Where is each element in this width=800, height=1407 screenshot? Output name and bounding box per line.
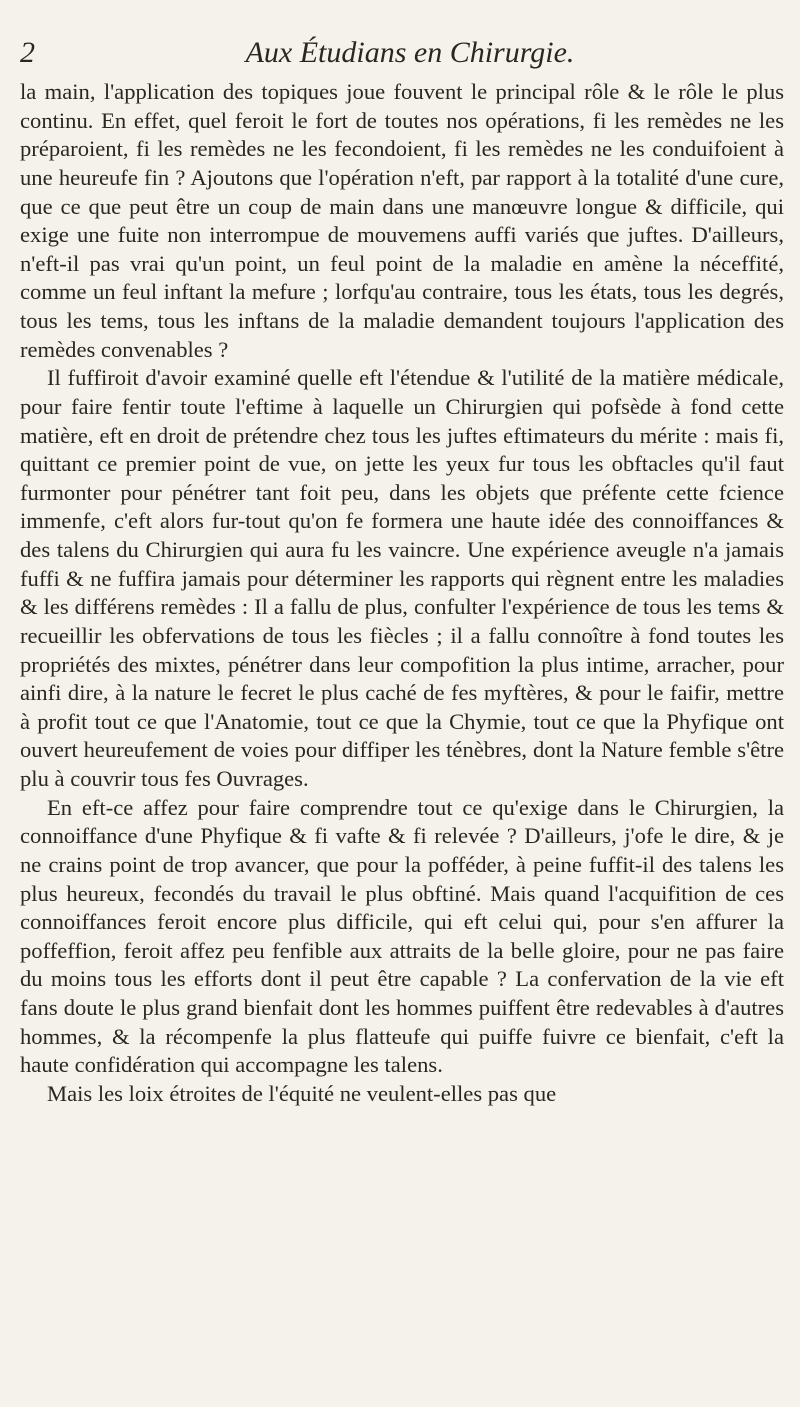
paragraph: Il fuffiroit d'avoir examiné quelle eft l'étendue & l'utilité de la matière médicale, pour faire fentir toute l'eftime à laquelle un Chirurgien qui pofsède à fond cette matière, eft en droit de prétendre chez tous les juftes eftimateurs du mérite : mais fi, quittant ce premier point de vue, on jette les yeux fur tous les obftacles qu'il faut furmonter pour pénétrer tant foit peu, dans les objets que préfente cette fcience immenfe, c'eft alors fur-tout qu'on fe formera une haute idée des connoiffances & des talens du Chirurgien qui aura fu les vaincre. Une expérience aveugle n'a jamais fuffi & ne fuffira jamais pour déterminer les rapports qui règnent entre les maladies & les différens remèdes : Il a fallu de plus, confulter l'expérience de tous les tems & recueillir les obfervations de tous les fiècles ; il a fallu connoître à fond toutes les propriétés des mixtes, pénétrer dans leur compofition la plus intime, arracher, pour ainfi dire, à la nature le fecret le plus caché de fes myftères, & pour le faifir, mettre à profit tout ce que l'Anatomie, tout ce que la Chymie, tout ce que la Phyfique ont ouvert heureufement de voies pour diffiper les ténèbres, dont la Nature femble s'être plu à couvrir tous fes Ouvrages. (20, 365, 784, 791)
page-number: 2 (20, 36, 35, 69)
running-head: Aux Étudians en Chirurgie. (245, 36, 575, 69)
paragraph: Mais les loix étroites de l'équité ne veulent-elles pas que (47, 1080, 557, 1106)
paragraph: la main, l'application des topiques joue fouvent le principal rôle & le rôle le plus continu. En effet, quel feroit le fort de toutes nos opérations, fi les remèdes ne les préparoient, fi les remèdes ne les fecondoient, fi les remèdes ne les conduifoient à une heureufe fin ? Ajoutons que l'opération n'eft, par rapport à la totalité d'une cure, que ce que peut être un coup de main dans une manœuvre longue & difficile, qui exige une fuite non interrompue de mouvemens auffi variés que juftes. D'ailleurs, n'eft-il pas vrai qu'un point, un feul point de la maladie en amène la néceffité, comme un feul inftant la mefure ; lorfqu'au contraire, tous les états, tous les degrés, tous les tems, tous les inftans de la maladie demandent toujours l'application des remèdes convenables ? (20, 79, 784, 362)
paragraph: En eft-ce affez pour faire comprendre tout ce qu'exige dans le Chirurgien, la connoiffance d'une Phyfique & fi vafte & fi relevée ? D'ailleurs, j'ofe le dire, & je ne crains point de trop avancer, que pour la pofféder, à peine fuffit-il des talens les plus heureux, fecondés du travail le plus obftiné. Mais quand l'acquifition de ces connoiffances feroit encore plus difficile, qui eft celui qui, pour s'en affurer la poffeffion, feroit affez peu fenfible aux attraits de la belle gloire, pour ne pas faire du moins tous les efforts dont il peut être capable ? La confervation de la vie eft fans doute le plus grand bienfait dont les hommes puiffent être redevables à d'autres hommes, & la récompenfe la plus flatteufe qui puiffe fuivre ce bienfait, c'eft la haute confidération qui accompagne les talens. (20, 794, 784, 1078)
page-header (20, 28, 780, 78)
body-text (20, 78, 784, 1109)
